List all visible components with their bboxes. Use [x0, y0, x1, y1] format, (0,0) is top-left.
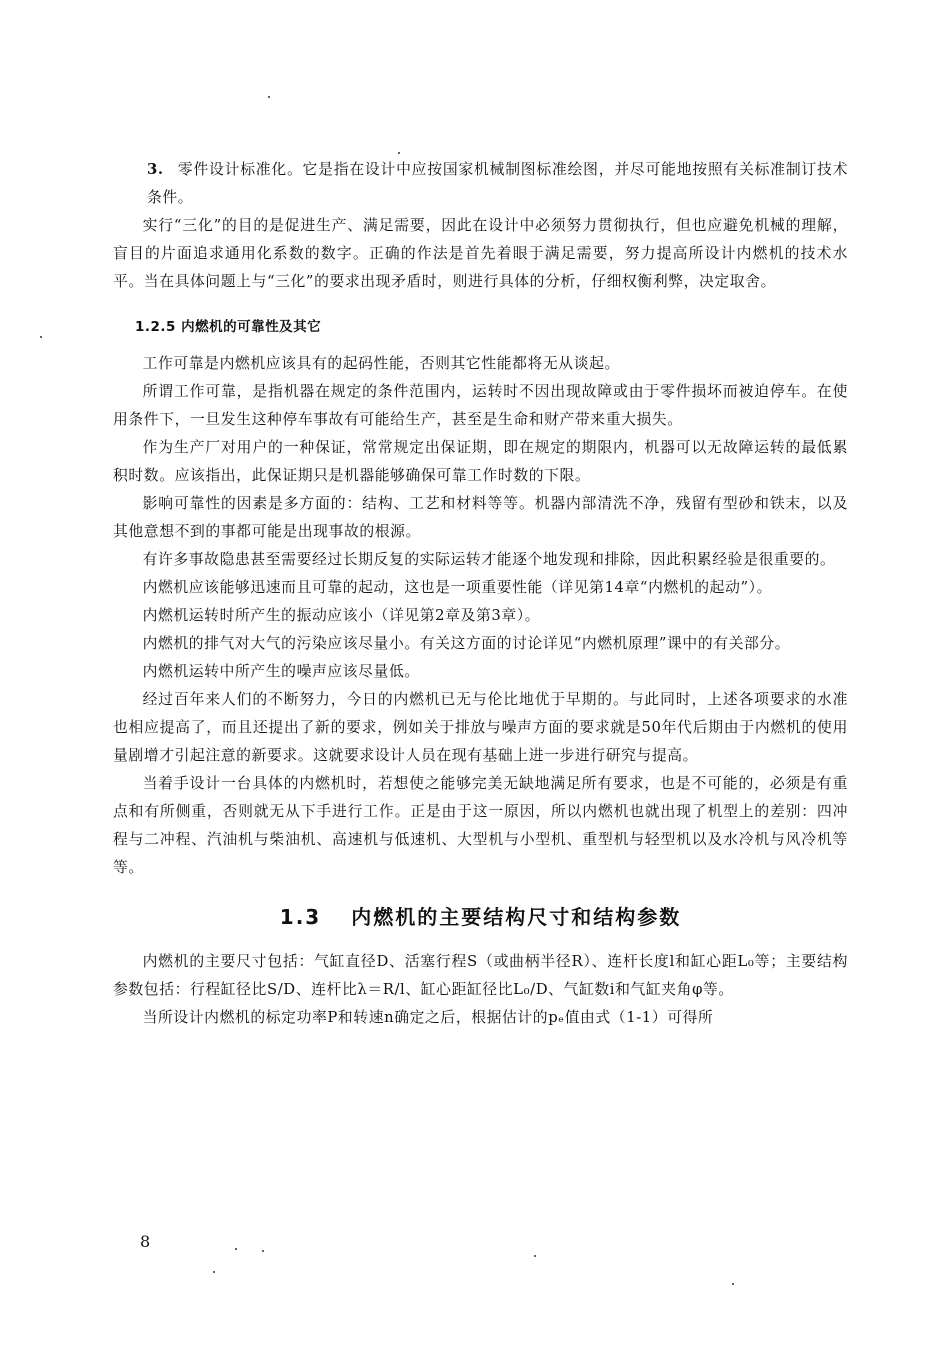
section-title: 内燃机的主要结构尺寸和结构参数: [351, 905, 682, 929]
paragraph: 影响可靠性的因素是多方面的：结构、工艺和材料等等。机器内部清洗不净，残留有型砂和铁末，以及其他意想不到的事都可能是出现事故的根源。: [113, 495, 848, 540]
paragraph: 内燃机应该能够迅速而且可靠的起动，这也是一项重要性能（详见第14章“内燃机的起动”）。: [142, 579, 773, 596]
paragraph: 内燃机运转时所产生的振动应该小（详见第2章及第3章）。: [142, 607, 541, 624]
section-number: 1.3: [279, 905, 322, 929]
list-item-number: 3.: [147, 161, 164, 178]
subsection-heading: 1.2.5 内燃机的可靠性及其它: [135, 319, 322, 335]
paragraph: 实行“三化”的目的是促进生产、满足需要，因此在设计中必须努力贯彻执行，但也应避免机械的理解，盲目的片面追求通用化系数的数字。正确的作法是首先着眼于满足需要，努力提高所设计内燃机的技术水平。当在具体问题上与“三化”的要求出现矛盾时，则进行具体的分析，仔细权衡利弊，决定取舍。: [113, 217, 848, 290]
scan-speck: [268, 96, 270, 98]
section-heading: [113, 900, 848, 934]
page-content: [113, 156, 848, 1032]
page-number: 8: [140, 1232, 151, 1251]
scan-speck: [534, 1255, 536, 1257]
paragraph: 所谓工作可靠，是指机器在规定的条件范围内，运转时不因出现故障或由于零件损坏而被迫停车。在使用条件下，一旦发生这种停车事故有可能给生产，甚至是生命和财产带来重大损失。: [113, 383, 848, 428]
scan-speck: [235, 1248, 237, 1250]
paragraph: 作为生产厂对用户的一种保证，常常规定出保证期，即在规定的期限内，机器可以无故障运转的最低累积时数。应该指出，此保证期只是机器能够确保可靠工作时数的下限。: [113, 439, 848, 484]
paragraph: 内燃机的主要尺寸包括：气缸直径D、活塞行程S（或曲柄半径R）、连杆长度l和缸心距L₀等；主要结构参数包括：行程缸径比S/D、连杆比λ＝R/l、缸心距缸径比L₀/D、气缸数i和气缸夹角φ等。: [113, 953, 848, 998]
list-item-3: [113, 156, 848, 212]
scan-speck: [40, 336, 42, 338]
paragraph: 有许多事故隐患甚至需要经过长期反复的实际运转才能逐个地发现和排除，因此积累经验是很重要的。: [142, 551, 836, 568]
list-item-text: 零件设计标准化。它是指在设计中应按国家机械制图标准绘图，并尽可能地按照有关标准制订技术条件。: [147, 161, 848, 206]
paragraph: 当所设计内燃机的标定功率P和转速n确定之后，根据估计的pₑ值由式（1-1）可得所: [142, 1009, 714, 1026]
scan-speck: [262, 1250, 264, 1252]
paragraph: 工作可靠是内燃机应该具有的起码性能，否则其它性能都将无从谈起。: [142, 355, 620, 372]
paragraph: 当着手设计一台具体的内燃机时，若想使之能够完美无缺地满足所有要求，也是不可能的，必须是有重点和有所侧重，否则就无从下手进行工作。正是由于这一原因，所以内燃机也就出现了机型上的差别：四冲程与二冲程、汽油机与柴油机、高速机与低速机、大型机与小型机、重型机与轻型机以及水冷机与风冷机等等。: [113, 775, 848, 876]
paragraph: 经过百年来人们的不断努力，今日的内燃机已无与伦比地优于早期的。与此同时，上述各项要求的水准也相应提高了，而且还提出了新的要求，例如关于排放与噪声方面的要求就是50年代后期由于内燃机的使用量剧增才引起注意的新要求。这就要求设计人员在现有基础上进一步进行研究与提高。: [113, 691, 848, 764]
scan-speck: [398, 152, 400, 154]
paragraph: 内燃机运转中所产生的噪声应该尽量低。: [142, 663, 420, 680]
scan-speck: [213, 1271, 215, 1273]
paragraph: 内燃机的排气对大气的污染应该尽量小。有关这方面的讨论详见“内燃机原理”课中的有关部分。: [142, 635, 791, 652]
scan-speck: [732, 1283, 734, 1285]
